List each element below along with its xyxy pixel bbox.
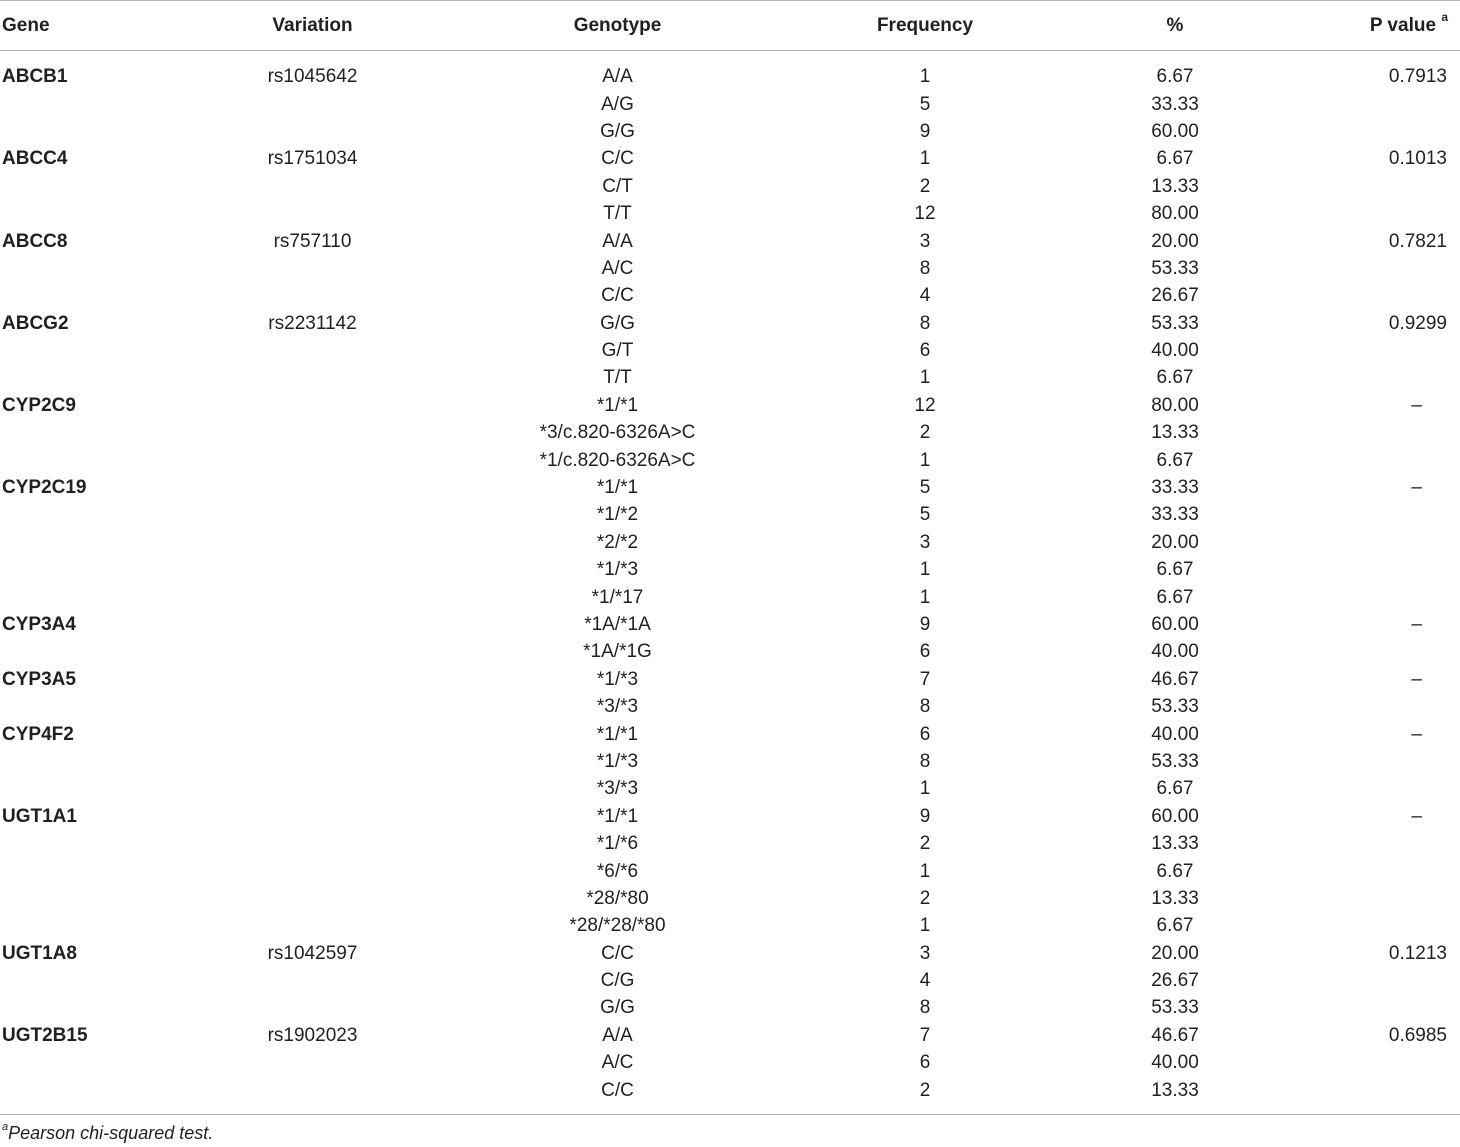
gene-cell xyxy=(0,857,175,884)
genotype-cell: *1/*3 xyxy=(596,559,639,581)
variation-cell xyxy=(175,748,450,775)
genotype-cell: *1/*3 xyxy=(596,668,639,690)
genotype-cell: G/G xyxy=(600,312,635,334)
percent-cell: 6.67 xyxy=(1156,860,1194,882)
variation-cell: rs757110 xyxy=(273,230,352,252)
frequency-cell: 1 xyxy=(919,367,931,389)
p-value-cell: – xyxy=(1411,477,1422,499)
p-value-cell xyxy=(1285,994,1460,1021)
variation-cell xyxy=(175,392,450,419)
gene-cell xyxy=(0,501,175,528)
percent-cell: 80.00 xyxy=(1151,394,1199,416)
variation-cell xyxy=(175,337,450,364)
gene-cell xyxy=(0,967,175,994)
table-header xyxy=(0,0,1460,51)
frequency-cell: 7 xyxy=(919,668,931,690)
gene-cell: CYP2C19 xyxy=(2,477,87,499)
table-row xyxy=(0,255,1460,282)
genotype-cell: G/G xyxy=(600,997,635,1019)
percent-cell: 53.33 xyxy=(1151,257,1199,279)
genotype-cell: A/A xyxy=(602,66,633,88)
table-row xyxy=(0,1049,1460,1076)
p-value-cell xyxy=(1285,693,1460,720)
variation-cell: rs1902023 xyxy=(267,1024,358,1046)
table-row xyxy=(0,1022,1460,1049)
table-spacer-row xyxy=(0,51,1460,63)
p-value-cell xyxy=(1285,830,1460,857)
percent-cell: 6.67 xyxy=(1156,66,1194,88)
table-row xyxy=(0,1076,1460,1103)
genotype-cell: *28/*80 xyxy=(586,887,649,909)
frequency-cell: 6 xyxy=(919,1052,931,1074)
header-row xyxy=(0,0,1460,51)
percent-cell: 53.33 xyxy=(1151,312,1199,334)
percent-cell: 13.33 xyxy=(1151,887,1199,909)
genotype-cell: *1/*3 xyxy=(596,750,639,772)
gene-cell xyxy=(0,638,175,665)
p-value-cell xyxy=(1285,173,1460,200)
variation-cell: rs1751034 xyxy=(267,148,358,170)
p-value-cell xyxy=(1285,857,1460,884)
frequency-cell: 8 xyxy=(919,312,931,334)
table-row xyxy=(0,282,1460,309)
frequency-cell: 1 xyxy=(919,559,931,581)
table-row xyxy=(0,857,1460,884)
frequency-cell: 9 xyxy=(919,805,931,827)
variation-cell xyxy=(175,830,450,857)
percent-cell: 33.33 xyxy=(1151,504,1199,526)
genotype-cell: *3/c.820-6326A>C xyxy=(539,422,696,444)
genotype-cell: *28/*28/*80 xyxy=(569,915,666,937)
genotype-cell: *1/*6 xyxy=(596,833,639,855)
p-value-cell xyxy=(1285,583,1460,610)
variation-cell xyxy=(175,994,450,1021)
p-value-cell xyxy=(1285,912,1460,939)
genotype-cell: *1/*1 xyxy=(596,723,639,745)
percent-cell: 13.33 xyxy=(1151,833,1199,855)
p-value-cell: 0.1013 xyxy=(1388,148,1447,170)
table-row xyxy=(0,145,1460,172)
p-value-cell xyxy=(1285,775,1460,802)
genotype-cell: A/C xyxy=(601,1052,634,1074)
variation-cell xyxy=(175,118,450,145)
table-row xyxy=(0,529,1460,556)
p-value-cell xyxy=(1285,200,1460,227)
gene-cell: ABCB1 xyxy=(2,66,68,88)
header-frequency: Frequency xyxy=(876,14,974,36)
variation-cell xyxy=(175,912,450,939)
table-row xyxy=(0,611,1460,638)
p-value-cell xyxy=(1285,282,1460,309)
variation-cell xyxy=(175,693,450,720)
variation-cell xyxy=(175,666,450,693)
percent-cell: 6.67 xyxy=(1156,367,1194,389)
variation-cell xyxy=(175,419,450,446)
table-row xyxy=(0,474,1460,501)
p-value-cell xyxy=(1285,90,1460,117)
percent-cell: 6.67 xyxy=(1156,586,1194,608)
percent-cell: 6.67 xyxy=(1156,915,1194,937)
gene-cell: UGT1A8 xyxy=(2,942,77,964)
gene-cell: ABCC8 xyxy=(2,230,68,252)
gene-cell xyxy=(0,446,175,473)
genotype-cell: C/C xyxy=(601,942,634,964)
p-value-cell xyxy=(1285,446,1460,473)
table-row xyxy=(0,310,1460,337)
p-value-cell: 0.1213 xyxy=(1388,942,1447,964)
variation-cell xyxy=(175,255,450,282)
percent-cell: 26.67 xyxy=(1151,970,1199,992)
gene-cell xyxy=(0,200,175,227)
variation-cell xyxy=(175,967,450,994)
frequency-cell: 8 xyxy=(919,257,931,279)
table-row xyxy=(0,173,1460,200)
table-row xyxy=(0,775,1460,802)
table-row xyxy=(0,994,1460,1021)
frequency-cell: 8 xyxy=(919,997,931,1019)
spacer-cell xyxy=(0,51,1460,63)
frequency-cell: 5 xyxy=(919,93,931,115)
gene-cell xyxy=(0,364,175,391)
variation-cell xyxy=(175,720,450,747)
gene-cell xyxy=(0,775,175,802)
gene-cell: UGT2B15 xyxy=(2,1024,88,1046)
p-value-cell xyxy=(1285,364,1460,391)
frequency-cell: 12 xyxy=(914,394,936,416)
table-row xyxy=(0,227,1460,254)
p-value-cell xyxy=(1285,556,1460,583)
p-value-cell: – xyxy=(1411,668,1422,690)
gene-cell xyxy=(0,885,175,912)
frequency-cell: 1 xyxy=(919,860,931,882)
percent-cell: 33.33 xyxy=(1151,477,1199,499)
percent-cell: 40.00 xyxy=(1151,340,1199,362)
gene-cell xyxy=(0,419,175,446)
percent-cell: 40.00 xyxy=(1151,1052,1199,1074)
variation-cell xyxy=(175,1049,450,1076)
gene-cell xyxy=(0,583,175,610)
header-p-value xyxy=(1285,0,1460,51)
percent-cell: 40.00 xyxy=(1151,723,1199,745)
frequency-cell: 7 xyxy=(919,1024,931,1046)
header-p-value-label: P value xyxy=(1369,14,1437,36)
frequency-cell: 9 xyxy=(919,614,931,635)
table-row xyxy=(0,90,1460,117)
table-row xyxy=(0,63,1460,90)
variation-cell xyxy=(175,474,450,501)
variation-cell xyxy=(175,173,450,200)
variation-cell xyxy=(175,556,450,583)
genotype-cell: *1/*17 xyxy=(591,586,644,608)
frequency-cell: 3 xyxy=(919,531,931,553)
frequency-cell: 2 xyxy=(919,887,931,909)
genotype-cell: A/C xyxy=(601,257,634,279)
genotype-cell: A/G xyxy=(601,93,634,115)
genotype-cell: C/G xyxy=(600,970,635,992)
gene-cell: ABCC4 xyxy=(2,148,68,170)
genotype-cell: *1A/*1G xyxy=(583,641,652,663)
variation-cell xyxy=(175,200,450,227)
percent-cell: 13.33 xyxy=(1151,1079,1199,1101)
variation-cell xyxy=(175,529,450,556)
frequency-cell: 6 xyxy=(919,723,931,745)
variation-cell xyxy=(175,638,450,665)
gene-cell xyxy=(0,173,175,200)
variation-cell xyxy=(175,364,450,391)
p-value-cell: – xyxy=(1411,394,1422,416)
table-footnote xyxy=(2,1123,213,1144)
table-row xyxy=(0,912,1460,939)
p-value-cell xyxy=(1285,419,1460,446)
genotype-cell: *1A/*1A xyxy=(584,614,651,635)
table-row xyxy=(0,748,1460,775)
genotype-cell: *3/*3 xyxy=(596,696,639,718)
header-percent: % xyxy=(1166,14,1184,36)
frequency-cell: 1 xyxy=(919,778,931,800)
p-value-cell: – xyxy=(1411,614,1422,635)
genotype-cell: *1/*1 xyxy=(596,394,639,416)
table-row xyxy=(0,337,1460,364)
percent-cell: 20.00 xyxy=(1151,531,1199,553)
percent-cell: 6.67 xyxy=(1156,449,1194,471)
gene-cell xyxy=(0,282,175,309)
percent-cell: 13.33 xyxy=(1151,422,1199,444)
percent-cell: 80.00 xyxy=(1151,203,1199,225)
frequency-cell: 9 xyxy=(919,120,931,142)
genotype-cell: G/G xyxy=(600,120,635,142)
table-row xyxy=(0,666,1460,693)
p-value-cell xyxy=(1285,255,1460,282)
header-variation: Variation xyxy=(272,14,353,36)
p-value-cell xyxy=(1285,529,1460,556)
table-row xyxy=(0,940,1460,967)
header-bottom-rule xyxy=(0,50,1460,51)
percent-cell: 46.67 xyxy=(1151,668,1199,690)
frequency-cell: 5 xyxy=(919,477,931,499)
genotype-cell: T/T xyxy=(603,203,632,225)
table-row xyxy=(0,501,1460,528)
percent-cell: 6.67 xyxy=(1156,559,1194,581)
gene-cell xyxy=(0,830,175,857)
frequency-cell: 6 xyxy=(919,641,931,663)
percent-cell: 60.00 xyxy=(1151,805,1199,827)
frequency-cell: 6 xyxy=(919,340,931,362)
footnote-text: Pearson chi-squared test. xyxy=(8,1123,214,1143)
variation-cell xyxy=(175,446,450,473)
gene-cell xyxy=(0,994,175,1021)
genotype-cell: T/T xyxy=(603,367,632,389)
gene-cell: CYP4F2 xyxy=(2,723,74,745)
frequency-cell: 3 xyxy=(919,942,931,964)
frequency-cell: 2 xyxy=(919,833,931,855)
percent-cell: 6.67 xyxy=(1156,778,1194,800)
table-row xyxy=(0,364,1460,391)
frequency-cell: 1 xyxy=(919,148,931,170)
genotype-cell: *2/*2 xyxy=(596,531,639,553)
p-value-cell: 0.9299 xyxy=(1388,312,1447,334)
percent-cell: 40.00 xyxy=(1151,641,1199,663)
genotype-cell: *1/*2 xyxy=(596,504,639,526)
percent-cell: 6.67 xyxy=(1156,148,1194,170)
p-value-cell: – xyxy=(1411,805,1422,827)
frequency-cell: 4 xyxy=(919,285,931,307)
table-row xyxy=(0,885,1460,912)
gene-cell xyxy=(0,529,175,556)
gene-cell: UGT1A1 xyxy=(2,805,77,827)
frequency-cell: 2 xyxy=(919,1079,931,1101)
variation-cell xyxy=(175,611,450,638)
gene-cell: CYP2C9 xyxy=(2,394,76,416)
genotype-cell: C/C xyxy=(601,1079,634,1101)
frequency-cell: 1 xyxy=(919,66,931,88)
variation-cell xyxy=(175,885,450,912)
gene-cell: CYP3A5 xyxy=(2,668,76,690)
gene-cell: CYP3A4 xyxy=(2,614,76,635)
p-value-cell: – xyxy=(1411,723,1422,745)
p-value-cell: 0.6985 xyxy=(1388,1024,1447,1046)
table-row xyxy=(0,693,1460,720)
header-genotype: Genotype xyxy=(573,14,662,36)
percent-cell: 60.00 xyxy=(1151,120,1199,142)
table-body xyxy=(0,51,1460,1104)
p-value-cell xyxy=(1285,885,1460,912)
variation-cell xyxy=(175,90,450,117)
p-value-cell: 0.7821 xyxy=(1388,230,1447,252)
table-row xyxy=(0,556,1460,583)
percent-cell: 33.33 xyxy=(1151,93,1199,115)
genotype-cell: *1/*1 xyxy=(596,805,639,827)
p-value-cell xyxy=(1285,501,1460,528)
variation-cell xyxy=(175,583,450,610)
table-row xyxy=(0,830,1460,857)
gene-cell xyxy=(0,1049,175,1076)
genotype-cell: A/A xyxy=(602,230,633,252)
frequency-cell: 8 xyxy=(919,696,931,718)
table-row xyxy=(0,118,1460,145)
variation-cell xyxy=(175,501,450,528)
percent-cell: 20.00 xyxy=(1151,230,1199,252)
gene-cell xyxy=(0,748,175,775)
frequency-cell: 12 xyxy=(914,203,936,225)
table-row xyxy=(0,638,1460,665)
gene-cell xyxy=(0,255,175,282)
table-row xyxy=(0,583,1460,610)
percent-cell: 46.67 xyxy=(1151,1024,1199,1046)
genotype-cell: C/C xyxy=(601,285,634,307)
variation-cell xyxy=(175,803,450,830)
gene-cell xyxy=(0,693,175,720)
percent-cell: 26.67 xyxy=(1151,285,1199,307)
genotype-cell: *1/*1 xyxy=(596,477,639,499)
variation-cell xyxy=(175,775,450,802)
frequency-cell: 1 xyxy=(919,449,931,471)
gene-cell xyxy=(0,556,175,583)
genotype-cell: C/T xyxy=(602,175,633,197)
variation-cell: rs1045642 xyxy=(267,66,358,88)
gene-cell xyxy=(0,118,175,145)
frequency-cell: 1 xyxy=(919,915,931,937)
genotype-cell: *3/*3 xyxy=(596,778,639,800)
p-value-cell xyxy=(1285,638,1460,665)
p-value-cell xyxy=(1285,1049,1460,1076)
table-row xyxy=(0,803,1460,830)
header-p-value-footnote-marker: a xyxy=(1441,10,1448,25)
percent-cell: 53.33 xyxy=(1151,696,1199,718)
table-row xyxy=(0,200,1460,227)
genotype-cell: A/A xyxy=(602,1024,633,1046)
frequency-cell: 8 xyxy=(919,750,931,772)
variation-cell xyxy=(175,1076,450,1103)
header-gene: Gene xyxy=(2,14,50,36)
table-row xyxy=(0,967,1460,994)
genotype-cell: *6/*6 xyxy=(596,860,639,882)
frequency-cell: 5 xyxy=(919,504,931,526)
variation-cell xyxy=(175,857,450,884)
variation-cell: rs2231142 xyxy=(268,312,357,334)
table-row xyxy=(0,392,1460,419)
percent-cell: 60.00 xyxy=(1151,614,1199,635)
frequency-cell: 2 xyxy=(919,175,931,197)
gene-cell: ABCG2 xyxy=(2,312,69,334)
p-value-cell xyxy=(1285,1076,1460,1103)
footnote-marker: a xyxy=(2,1121,9,1133)
genotype-cell: G/T xyxy=(601,340,634,362)
gene-cell xyxy=(0,912,175,939)
table-row xyxy=(0,720,1460,747)
table-bottom-rule xyxy=(0,1114,1460,1115)
percent-cell: 20.00 xyxy=(1151,942,1199,964)
p-value-cell xyxy=(1285,337,1460,364)
frequency-cell: 1 xyxy=(919,586,931,608)
table-row xyxy=(0,419,1460,446)
table-row xyxy=(0,446,1460,473)
gene-cell xyxy=(0,1076,175,1103)
frequency-cell: 2 xyxy=(919,422,931,444)
p-value-cell xyxy=(1285,967,1460,994)
variation-cell xyxy=(175,282,450,309)
frequency-cell: 4 xyxy=(919,970,931,992)
p-value-cell xyxy=(1285,748,1460,775)
p-value-cell: 0.7913 xyxy=(1388,66,1447,88)
gene-cell xyxy=(0,337,175,364)
gene-cell xyxy=(0,90,175,117)
genotype-cell: C/C xyxy=(601,148,634,170)
percent-cell: 53.33 xyxy=(1151,997,1199,1019)
p-value-cell xyxy=(1285,118,1460,145)
frequency-cell: 3 xyxy=(919,230,931,252)
percent-cell: 53.33 xyxy=(1151,750,1199,772)
genotype-cell: *1/c.820-6326A>C xyxy=(539,449,696,471)
variation-cell: rs1042597 xyxy=(267,942,358,964)
percent-cell: 13.33 xyxy=(1151,175,1199,197)
